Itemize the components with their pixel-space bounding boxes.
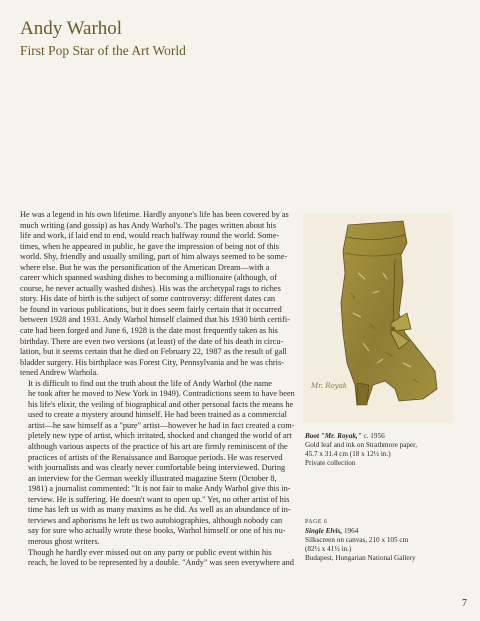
caption-title: Single Elvis, bbox=[305, 527, 343, 535]
text-line: time has left us with as many maxims as he did. As well as an abundance of in- bbox=[28, 505, 291, 515]
page-subtitle: First Pop Star of the Art World bbox=[20, 43, 186, 58]
text-line: bladder surgery. His birthplace was Forest City, Pennsylvania and he was chris- bbox=[20, 357, 284, 367]
text-line: used to create a mystery around himself. He had been trained as a commercial bbox=[28, 410, 287, 420]
body-paragraph bbox=[20, 547, 294, 569]
text-line: course, he never actually washed dishes). His was the archetypal rags to riches bbox=[20, 283, 281, 293]
text-line: cate had been forged and June 6, 1928 is the date most frequently taken as his bbox=[20, 326, 278, 336]
text-line: story. His date of birth is the subject of some controversy: different dates can bbox=[20, 294, 276, 304]
text-line: pletely new type of artist, which irritated, shocked and changed the world of art bbox=[28, 431, 292, 441]
artwork-caption-boot bbox=[305, 432, 465, 468]
body-text bbox=[20, 210, 295, 569]
text-line: tened Andrew Warhola. bbox=[20, 368, 99, 378]
artwork-signature: Mr. Royak bbox=[311, 382, 348, 390]
text-line: birthday. There are even two versions (at least) of the date of his death in circu- bbox=[20, 336, 284, 346]
text-line: although various aspects of the practice of his art are firmly reminiscent of the bbox=[28, 442, 288, 452]
text-line: practices of artists of the Renaissance and Baroque periods. He was reserved bbox=[28, 452, 283, 462]
page-title: Andy Warhol bbox=[20, 18, 123, 39]
text-line: career which spanned washing dishes to becoming a millionaire (although, of bbox=[20, 273, 277, 283]
body-paragraph bbox=[20, 210, 288, 379]
text-line: artist—he saw himself as a "pure" artist—however he had in fact created a com- bbox=[28, 420, 295, 430]
caption-date: c. 1956 bbox=[361, 432, 385, 440]
page-number: 7 bbox=[462, 598, 467, 609]
text-line: times, when he appeared in public, he gave the impression of being not of this bbox=[20, 241, 279, 251]
text-line: terview. He is suffering. He doesn't want to open up." Yet, no other artist of his bbox=[28, 494, 290, 504]
caption-medium: Silkscreen on canvas, 210 x 105 cm bbox=[305, 536, 409, 544]
text-line: say for sure who actually wrote these books, Warhol himself or one of his nu- bbox=[28, 526, 286, 536]
text-line: much writing (and gossip) as has Andy Warhol's. The pages written about his bbox=[20, 220, 277, 230]
caption-medium: Gold leaf and ink on Strathmore paper, bbox=[305, 441, 418, 449]
text-line: He was a legend in his own lifetime. Hardly anyone's life has been covered by as bbox=[20, 210, 289, 219]
artwork-caption-elvis bbox=[305, 518, 470, 563]
boot-artwork bbox=[303, 213, 453, 423]
text-line: he took after he moved to New York in 1949). Contradictions seem to have been bbox=[28, 389, 295, 399]
text-line: It is difficult to find out the truth about the life of Andy Warhol (the name bbox=[28, 378, 272, 388]
text-line: his life's elixir, the veiling of biographical and other personal facts the means he bbox=[28, 399, 294, 409]
caption-page-label: PAGE 6 bbox=[305, 519, 328, 525]
text-line: world. Shy, friendly and usually smiling, part of him always seemed to be some- bbox=[20, 252, 288, 262]
text-line: between 1928 and 1931. Andy Warhol himself claimed that his 1930 birth certifi- bbox=[20, 315, 290, 325]
text-line: merous ghost writers. bbox=[28, 536, 100, 546]
caption-title: Boot "Mr. Royak," bbox=[305, 432, 362, 440]
text-line: life and work, if laid end to end, would reach halfway round the world. Some- bbox=[20, 231, 280, 241]
caption-collection: Private collection bbox=[305, 459, 356, 467]
text-line: reach, he loved to be represented by a double. "Andy" was seen everywhere and bbox=[28, 558, 294, 568]
caption-date: 1964 bbox=[342, 527, 359, 535]
body-paragraph bbox=[20, 378, 295, 548]
text-line: with journalists and was clearly never comfortable being interviewed. During bbox=[28, 463, 286, 473]
text-line: Though he hardly ever missed out on any party or public event within his bbox=[28, 547, 272, 557]
text-line: terviews and aphorisms he left us two autobiographies, although nobody can bbox=[28, 515, 283, 525]
text-line: lation, but it seems certain that he died on February 22, 1987 as the result of gall bbox=[20, 347, 287, 357]
caption-size: 45.7 x 31.4 cm (18 x 12½ in.) bbox=[305, 450, 391, 458]
text-line: be found in various publications, but it does seem fairly certain that it occurred bbox=[20, 304, 282, 314]
text-line: where else. But he was the personification of the American Dream—with a bbox=[20, 262, 270, 272]
text-line: 1981) a journalist commented: "It is not fair to make Andy Warhol give this in- bbox=[28, 484, 291, 494]
caption-size: (82½ x 41½ in.) bbox=[305, 545, 352, 553]
gold-boot-illustration bbox=[303, 213, 453, 423]
caption-collection: Budapest, Hungarian National Gallery bbox=[305, 554, 416, 562]
text-line: an interview for the German weekly illustrated magazine Stern (October 8, bbox=[28, 473, 277, 483]
